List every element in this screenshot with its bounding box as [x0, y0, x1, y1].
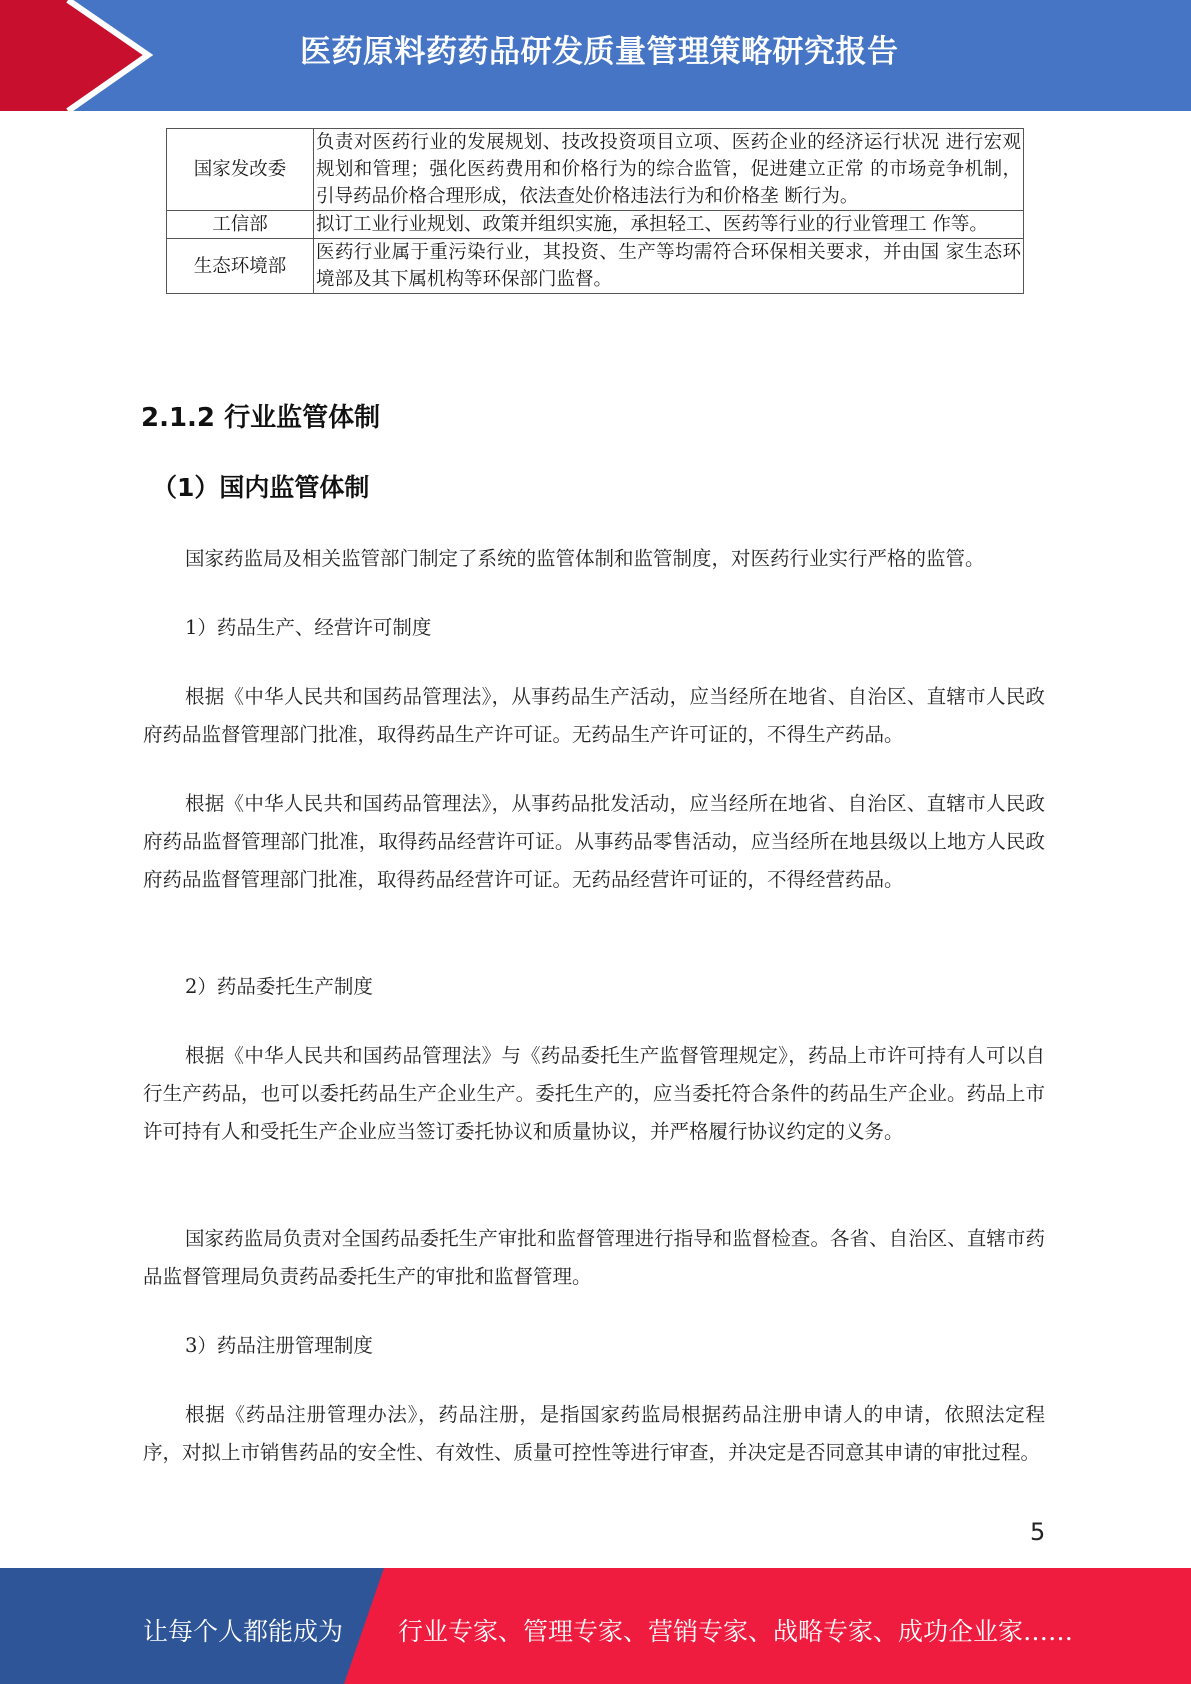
table-cell-desc: 拟订工业行业规划、政策并组织实施，承担轻工、医药等行业的行业管理工 作等。 — [314, 211, 1024, 239]
table-cell-desc: 负责对医药行业的发展规划、技改投资项目立项、医药企业的经济运行状况 进行宏观规划和管理；强化医药费用和价格行为的综合监管，促进建立正常 的市场竞争机制，引导药品价格合理形成，依法查处价格违法行为和价格垄 断行为。 — [314, 129, 1024, 211]
table-row — [167, 211, 1024, 239]
section-heading: 2.1.2 行业监管体制 — [141, 403, 381, 433]
table-cell-dept: 国家发改委 — [167, 129, 314, 211]
body-paragraph: 根据《药品注册管理办法》，药品注册，是指国家药监局根据药品注册申请人的申请，依照法定程序，对拟上市销售药品的安全性、有效性、质量可控性等进行审查，并决定是否同意其申请的审批过程。 — [143, 1403, 1045, 1464]
table-cell-desc: 医药行业属于重污染行业，其投资、生产等均需符合环保相关要求，并由国 家生态环境部及其下属机构等环保部门监督。 — [314, 239, 1024, 294]
subsection-heading: （1）国内监管体制 — [152, 473, 370, 502]
list-heading: 1）药品生产、经营许可制度 — [185, 616, 432, 639]
list-heading: 2）药品委托生产制度 — [185, 975, 373, 998]
page-header — [0, 0, 1191, 111]
page-number: 5 — [1030, 1518, 1046, 1546]
table-cell-dept: 工信部 — [167, 211, 314, 239]
regulator-table — [166, 128, 1024, 294]
body-paragraph: 国家药监局及相关监管部门制定了系统的监管体制和监管制度，对医药行业实行严格的监管。 — [185, 547, 985, 570]
body-paragraph: 根据《中华人民共和国药品管理法》与《药品委托生产监督管理规定》，药品上市许可持有人可以自行生产药品，也可以委托药品生产企业生产。委托生产的，应当委托符合条件的药品生产企业。药品上市许可持有人和受托生产企业应当签订委托协议和质量协议，并严格履行协议约定的义务。 — [143, 1044, 1045, 1143]
table-row — [167, 129, 1024, 211]
footer-slogan-left: 让每个人都能成为 — [143, 1617, 344, 1646]
body-paragraph: 根据《中华人民共和国药品管理法》，从事药品批发活动，应当经所在地省、自治区、直辖市人民政府药品监督管理部门批准，取得药品经营许可证。从事药品零售活动，应当经所在地县级以上地方人民政府药品监督管理部门批准，取得药品经营许可证。无药品经营许可证的，不得经营药品。 — [143, 792, 1045, 891]
list-heading: 3）药品注册管理制度 — [185, 1334, 373, 1357]
table-cell-dept: 生态环境部 — [167, 239, 314, 294]
table-row — [167, 239, 1024, 294]
body-paragraph: 国家药监局负责对全国药品委托生产审批和监督管理进行指导和监督检查。各省、自治区、直辖市药品监督管理局负责药品委托生产的审批和监督管理。 — [143, 1227, 1045, 1288]
body-paragraph: 根据《中华人民共和国药品管理法》，从事药品生产活动，应当经所在地省、自治区、直辖市人民政府药品监督管理部门批准，取得药品生产许可证。无药品生产许可证的，不得生产药品。 — [143, 685, 1045, 746]
header-title: 医药原料药药品研发质量管理策略研究报告 — [300, 34, 899, 70]
page-footer — [0, 1568, 1191, 1684]
footer-slogan-right: 行业专家、管理专家、营销专家、战略专家、成功企业家…… — [398, 1617, 1074, 1646]
